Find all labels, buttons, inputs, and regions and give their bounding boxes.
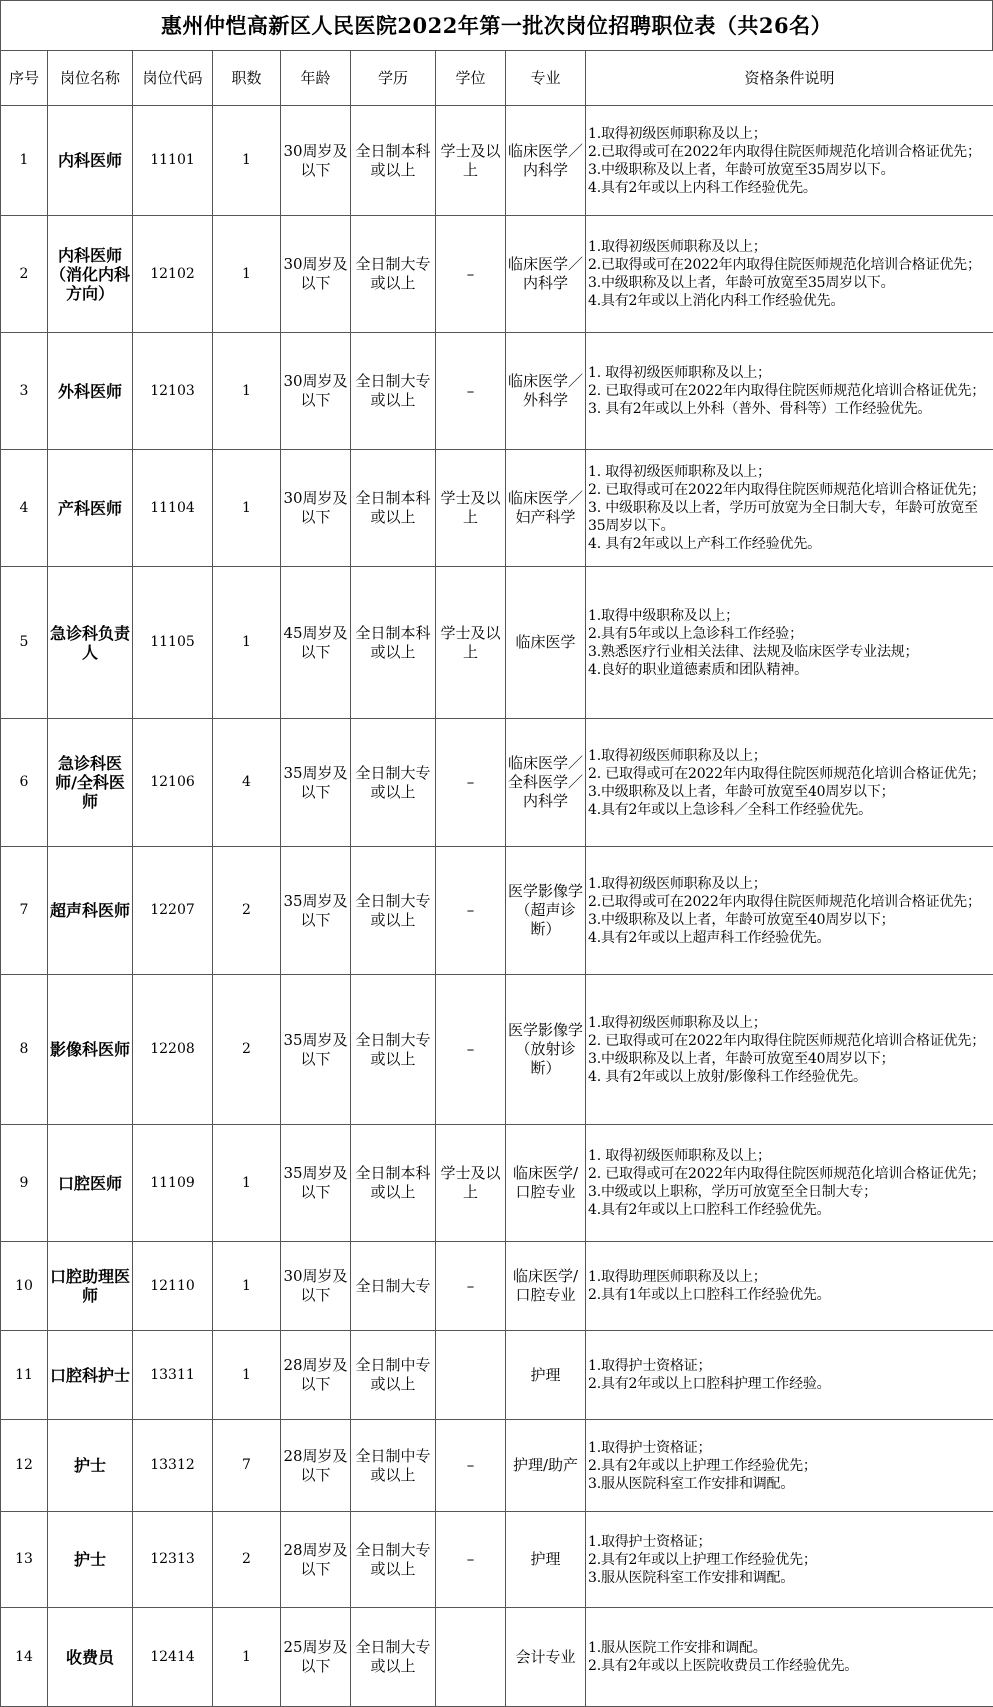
cell-index: 1 [1, 106, 48, 216]
cell-education: 全日制本科或以上 [351, 450, 436, 567]
cell-index: 10 [1, 1242, 48, 1331]
table-row [1, 450, 993, 567]
cell-position-code: 12207 [133, 847, 213, 975]
cell-index: 12 [1, 1420, 48, 1512]
cell-count: 2 [213, 847, 281, 975]
cell-index: 6 [1, 719, 48, 847]
cell-position-name: 超声科医师 [48, 847, 133, 975]
cell-age: 28周岁及以下 [281, 1512, 351, 1608]
cell-count: 1 [213, 1608, 281, 1707]
cell-major: 临床医学/口腔专业 [506, 1125, 586, 1242]
cell-count: 1 [213, 450, 281, 567]
table-row [1, 1125, 993, 1242]
cell-position-name: 护士 [48, 1420, 133, 1512]
cell-education: 全日制本科或以上 [351, 106, 436, 216]
cell-education: 全日制本科或以上 [351, 1125, 436, 1242]
table-row [1, 106, 993, 216]
cell-count: 2 [213, 1512, 281, 1608]
cell-age: 35周岁及以下 [281, 847, 351, 975]
cell-requirements: 1.取得护士资格证； 2.具有2年或以上护理工作经验优先； 3.服从医院科室工作安排和调配。 [586, 1512, 993, 1608]
cell-degree: – [436, 975, 506, 1125]
cell-count: 2 [213, 975, 281, 1125]
cell-count: 1 [213, 333, 281, 450]
table-row [1, 1242, 993, 1331]
cell-age: 30周岁及以下 [281, 450, 351, 567]
cell-education: 全日制大专或以上 [351, 333, 436, 450]
cell-degree: 学士及以上 [436, 450, 506, 567]
cell-requirements: 1.服从医院工作安排和调配。 2.具有2年或以上医院收费员工作经验优先。 [586, 1608, 993, 1707]
cell-age: 30周岁及以下 [281, 1242, 351, 1331]
cell-position-code: 11109 [133, 1125, 213, 1242]
cell-major: 护理/助产 [506, 1420, 586, 1512]
cell-requirements: 1.取得护士资格证； 2.具有2年或以上口腔科护理工作经验。 [586, 1331, 993, 1420]
table-row [1, 333, 993, 450]
cell-position-code: 12110 [133, 1242, 213, 1331]
cell-age: 30周岁及以下 [281, 216, 351, 333]
cell-degree: – [436, 1512, 506, 1608]
cell-position-code: 12414 [133, 1608, 213, 1707]
cell-position-name: 护士 [48, 1512, 133, 1608]
cell-position-code: 11101 [133, 106, 213, 216]
cell-degree: – [436, 333, 506, 450]
cell-position-code: 13311 [133, 1331, 213, 1420]
cell-degree: – [436, 1420, 506, 1512]
cell-degree: 学士及以上 [436, 567, 506, 719]
cell-index: 5 [1, 567, 48, 719]
table-row [1, 1512, 993, 1608]
cell-count: 1 [213, 1125, 281, 1242]
header-count: 职数 [213, 51, 281, 106]
cell-count: 7 [213, 1420, 281, 1512]
cell-education: 全日制本科或以上 [351, 567, 436, 719]
cell-count: 4 [213, 719, 281, 847]
cell-index: 3 [1, 333, 48, 450]
cell-major: 护理 [506, 1331, 586, 1420]
cell-education: 全日制大专 [351, 1242, 436, 1331]
table-row [1, 975, 993, 1125]
cell-requirements: 1. 取得初级医师职称及以上； 2. 已取得或可在2022年内取得住院医师规范化培训合格证优先； 3. 具有2年或以上外科（普外、骨科等）工作经验优先。 [586, 333, 993, 450]
cell-degree: – [436, 1242, 506, 1331]
cell-index: 11 [1, 1331, 48, 1420]
cell-degree: – [436, 216, 506, 333]
cell-age: 25周岁及以下 [281, 1608, 351, 1707]
cell-position-name: 内科医师 [48, 106, 133, 216]
cell-requirements: 1. 取得初级医师职称及以上； 2. 已取得或可在2022年内取得住院医师规范化培训合格证优先； 3.中级或以上职称，学历可放宽至全日制大专； 4.具有2年或以上口腔科工作经验优先。 [586, 1125, 993, 1242]
recruitment-table [0, 50, 993, 1707]
cell-requirements: 1.取得初级医师职称及以上； 2.已取得或可在2022年内取得住院医师规范化培训合格证优先； 3.中级职称及以上者，年龄可放宽至40周岁以下； 4.具有2年或以上超声科工作经验优先。 [586, 847, 993, 975]
header-degree: 学位 [436, 51, 506, 106]
header-position-code: 岗位代码 [133, 51, 213, 106]
cell-major: 医学影像学（放射诊断） [506, 975, 586, 1125]
cell-position-name: 急诊科负责人 [48, 567, 133, 719]
cell-major: 临床医学／内科学 [506, 106, 586, 216]
cell-count: 1 [213, 567, 281, 719]
cell-index: 14 [1, 1608, 48, 1707]
cell-position-name: 收费员 [48, 1608, 133, 1707]
cell-degree: – [436, 719, 506, 847]
cell-index: 4 [1, 450, 48, 567]
cell-degree: – [436, 847, 506, 975]
cell-position-code: 12102 [133, 216, 213, 333]
cell-position-name: 口腔医师 [48, 1125, 133, 1242]
cell-age: 35周岁及以下 [281, 975, 351, 1125]
cell-major: 临床医学 [506, 567, 586, 719]
cell-requirements: 1.取得初级医师职称及以上； 2.已取得或可在2022年内取得住院医师规范化培训合格证优先； 3.中级职称及以上者，年龄可放宽至35周岁以下。 4.具有2年或以上消化内科工作经验优先。 [586, 216, 993, 333]
table-row [1, 567, 993, 719]
cell-age: 30周岁及以下 [281, 333, 351, 450]
header-index: 序号 [1, 51, 48, 106]
cell-count: 1 [213, 1331, 281, 1420]
cell-education: 全日制中专或以上 [351, 1331, 436, 1420]
cell-major: 临床医学／妇产科学 [506, 450, 586, 567]
cell-requirements: 1.取得助理医师职称及以上； 2.具有1年或以上口腔科工作经验优先。 [586, 1242, 993, 1331]
cell-degree: 学士及以上 [436, 106, 506, 216]
cell-major: 临床医学／外科学 [506, 333, 586, 450]
table-row [1, 216, 993, 333]
cell-index: 7 [1, 847, 48, 975]
cell-degree [436, 1331, 506, 1420]
table-row [1, 1608, 993, 1707]
cell-age: 45周岁及以下 [281, 567, 351, 719]
cell-requirements: 1.取得护士资格证； 2.具有2年或以上护理工作经验优先； 3.服从医院科室工作安排和调配。 [586, 1420, 993, 1512]
table-row [1, 1420, 993, 1512]
cell-position-name: 急诊科医师/全科医师 [48, 719, 133, 847]
cell-education: 全日制大专或以上 [351, 975, 436, 1125]
header-requirements: 资格条件说明 [586, 51, 993, 106]
cell-index: 2 [1, 216, 48, 333]
page-title: 惠州仲恺高新区人民医院2022年第一批次岗位招聘职位表（共26名） [0, 0, 993, 50]
cell-major: 临床医学／内科学 [506, 216, 586, 333]
table-row [1, 719, 993, 847]
cell-age: 28周岁及以下 [281, 1420, 351, 1512]
cell-requirements: 1.取得初级医师职称及以上； 2. 已取得或可在2022年内取得住院医师规范化培训合格证优先； 3.中级职称及以上者，年龄可放宽至40周岁以下； 4.具有2年或以上急诊科／全科工作经验优先。 [586, 719, 993, 847]
cell-count: 1 [213, 1242, 281, 1331]
cell-education: 全日制大专或以上 [351, 847, 436, 975]
cell-position-name: 内科医师（消化内科方向） [48, 216, 133, 333]
cell-requirements: 1.取得初级医师职称及以上； 2. 已取得或可在2022年内取得住院医师规范化培训合格证优先； 3.中级职称及以上者，年龄可放宽至40周岁以下； 4. 具有2年或以上放射/影像科工作经验优先。 [586, 975, 993, 1125]
cell-position-code: 11104 [133, 450, 213, 567]
cell-major: 会计专业 [506, 1608, 586, 1707]
cell-position-code: 12313 [133, 1512, 213, 1608]
cell-position-name: 外科医师 [48, 333, 133, 450]
cell-position-code: 12103 [133, 333, 213, 450]
cell-major: 医学影像学（超声诊断） [506, 847, 586, 975]
cell-position-name: 口腔科护士 [48, 1331, 133, 1420]
cell-degree [436, 1608, 506, 1707]
cell-age: 30周岁及以下 [281, 106, 351, 216]
cell-education: 全日制大专或以上 [351, 1512, 436, 1608]
cell-age: 35周岁及以下 [281, 719, 351, 847]
cell-degree: 学士及以上 [436, 1125, 506, 1242]
cell-major: 临床医学/口腔专业 [506, 1242, 586, 1331]
cell-position-name: 影像科医师 [48, 975, 133, 1125]
cell-education: 全日制大专或以上 [351, 1608, 436, 1707]
cell-index: 13 [1, 1512, 48, 1608]
cell-position-code: 13312 [133, 1420, 213, 1512]
cell-major: 护理 [506, 1512, 586, 1608]
cell-position-code: 11105 [133, 567, 213, 719]
cell-major: 临床医学／全科医学／内科学 [506, 719, 586, 847]
header-age: 年龄 [281, 51, 351, 106]
table-row [1, 1331, 993, 1420]
header-row [1, 51, 993, 106]
cell-education: 全日制中专或以上 [351, 1420, 436, 1512]
cell-requirements: 1.取得初级医师职称及以上； 2.已取得或可在2022年内取得住院医师规范化培训合格证优先； 3.中级职称及以上者，年龄可放宽至35周岁以下。 4.具有2年或以上内科工作经验优先。 [586, 106, 993, 216]
cell-count: 1 [213, 216, 281, 333]
cell-count: 1 [213, 106, 281, 216]
cell-index: 9 [1, 1125, 48, 1242]
cell-index: 8 [1, 975, 48, 1125]
cell-age: 28周岁及以下 [281, 1331, 351, 1420]
cell-position-name: 口腔助理医师 [48, 1242, 133, 1331]
cell-position-code: 12106 [133, 719, 213, 847]
header-education: 学历 [351, 51, 436, 106]
cell-education: 全日制大专或以上 [351, 216, 436, 333]
cell-age: 35周岁及以下 [281, 1125, 351, 1242]
cell-education: 全日制大专或以上 [351, 719, 436, 847]
cell-position-name: 产科医师 [48, 450, 133, 567]
cell-position-code: 12208 [133, 975, 213, 1125]
cell-requirements: 1. 取得初级医师职称及以上； 2. 已取得或可在2022年内取得住院医师规范化培训合格证优先； 3. 中级职称及以上者，学历可放宽为全日制大专，年龄可放宽至35周岁以下。 4. 具有2年或以上产科工作经验优先。 [586, 450, 993, 567]
table-row [1, 847, 993, 975]
header-major: 专业 [506, 51, 586, 106]
header-position-name: 岗位名称 [48, 51, 133, 106]
cell-requirements: 1.取得中级职称及以上； 2.具有5年或以上急诊科工作经验； 3.熟悉医疗行业相关法律、法规及临床医学专业法规； 4.良好的职业道德素质和团队精神。 [586, 567, 993, 719]
